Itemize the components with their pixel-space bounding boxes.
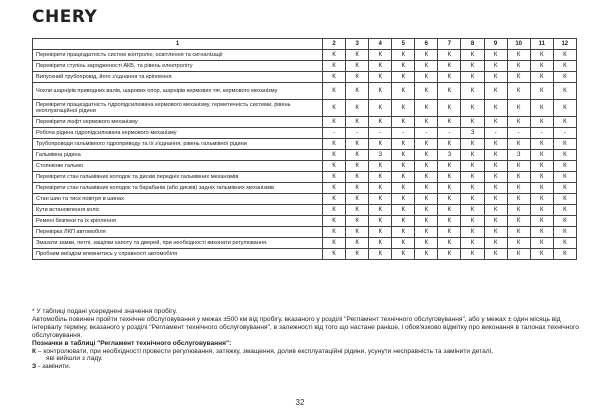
row-value: К bbox=[392, 161, 415, 172]
row-value: К bbox=[461, 117, 484, 128]
row-value: К bbox=[553, 150, 576, 161]
row-value: К bbox=[484, 83, 507, 100]
row-value: К bbox=[553, 216, 576, 227]
row-value: К bbox=[530, 150, 553, 161]
table-row bbox=[33, 100, 577, 117]
row-value: К bbox=[484, 50, 507, 61]
row-value: К bbox=[323, 50, 346, 61]
row-value: К bbox=[438, 139, 461, 150]
legend-z-key: З bbox=[32, 363, 37, 371]
row-value: К bbox=[392, 194, 415, 205]
row-value: К bbox=[369, 238, 392, 249]
row-value: К bbox=[392, 50, 415, 61]
column-header: 11 bbox=[530, 39, 553, 50]
row-value: К bbox=[323, 249, 346, 260]
row-value: К bbox=[438, 194, 461, 205]
column-header: 1 bbox=[33, 39, 323, 50]
row-value: К bbox=[369, 194, 392, 205]
row-value: К bbox=[415, 72, 438, 83]
column-header: 2 bbox=[323, 39, 346, 50]
row-value: К bbox=[438, 249, 461, 260]
row-value: К bbox=[392, 183, 415, 194]
row-description: Перевірити стан гальмівних колодок та барабанів (або дисків) задніх гальмівних механізмів bbox=[33, 183, 323, 194]
column-header: 5 bbox=[392, 39, 415, 50]
row-value: К bbox=[461, 238, 484, 249]
row-value: К bbox=[392, 139, 415, 150]
row-value: К bbox=[415, 83, 438, 100]
row-description: Перевірити люфт кермового механізму bbox=[33, 117, 323, 128]
row-value: З bbox=[369, 150, 392, 161]
row-description: Робоча рідина гідропідсилювача кермового механізму bbox=[33, 128, 323, 139]
notes-section bbox=[32, 308, 580, 371]
row-value: К bbox=[415, 238, 438, 249]
row-value: К bbox=[553, 83, 576, 100]
row-value: К bbox=[369, 83, 392, 100]
table-row bbox=[33, 249, 577, 260]
row-value: - bbox=[530, 128, 553, 139]
row-value: К bbox=[369, 205, 392, 216]
row-value: К bbox=[346, 227, 369, 238]
row-value: К bbox=[346, 61, 369, 72]
row-value: К bbox=[369, 72, 392, 83]
row-value: К bbox=[346, 72, 369, 83]
row-value: К bbox=[438, 172, 461, 183]
row-value: К bbox=[484, 61, 507, 72]
row-value: К bbox=[369, 61, 392, 72]
row-description: Чохли шарнірів приводних валів, шарових опор, шарнірів кермових тяг, кермового механізму bbox=[33, 83, 323, 100]
row-value: К bbox=[323, 100, 346, 117]
row-value: К bbox=[484, 72, 507, 83]
row-value: К bbox=[438, 205, 461, 216]
row-value: - bbox=[438, 128, 461, 139]
row-value: - bbox=[507, 128, 530, 139]
row-value: К bbox=[530, 194, 553, 205]
row-value: К bbox=[323, 161, 346, 172]
row-description: Перевірка ЛКП автомобіля bbox=[33, 227, 323, 238]
legend-k-text: – контролювати, при необхідності провести регулювання, затяжку, змащення, долив експлуатаційні рідини, усунути несправність та замінити деталі, bbox=[36, 347, 493, 355]
row-value: К bbox=[507, 72, 530, 83]
column-header: 4 bbox=[369, 39, 392, 50]
row-value: К bbox=[484, 172, 507, 183]
row-value: К bbox=[438, 50, 461, 61]
row-value: К bbox=[530, 61, 553, 72]
row-value: К bbox=[323, 194, 346, 205]
row-value: - bbox=[392, 128, 415, 139]
row-value: К bbox=[553, 50, 576, 61]
row-value: К bbox=[392, 238, 415, 249]
row-value: К bbox=[415, 227, 438, 238]
row-value: К bbox=[323, 61, 346, 72]
table-row bbox=[33, 205, 577, 216]
row-value: К bbox=[415, 100, 438, 117]
row-description: Гальмівна рідина bbox=[33, 150, 323, 161]
row-value: - bbox=[553, 128, 576, 139]
row-value: К bbox=[484, 139, 507, 150]
row-value: К bbox=[369, 227, 392, 238]
row-value: К bbox=[392, 61, 415, 72]
row-value: К bbox=[392, 83, 415, 100]
row-value: К bbox=[507, 50, 530, 61]
row-value: К bbox=[484, 194, 507, 205]
row-value: К bbox=[507, 216, 530, 227]
row-value: К bbox=[369, 161, 392, 172]
row-value: К bbox=[484, 205, 507, 216]
legend-k bbox=[32, 348, 580, 356]
row-value: К bbox=[507, 238, 530, 249]
row-value: К bbox=[461, 72, 484, 83]
row-value: К bbox=[553, 227, 576, 238]
row-value: К bbox=[438, 216, 461, 227]
legend-z bbox=[32, 363, 580, 371]
service-interval-paragraph: Автомобіль повинен пройти технічне обслуговування у межах ±500 км від пробігу, вказаного у розділі "Регламент технічного обслуговування", або у межах ± один місяць від інтервалу терміну, вказаного у розділі "Регламент технічного обслуговування", в залежності від того що настане раніше, і обов'язково відмітку про виконання в талонах технічного обслуговування. bbox=[32, 315, 579, 339]
column-header: 6 bbox=[415, 39, 438, 50]
row-value: К bbox=[438, 61, 461, 72]
page-number: 32 bbox=[295, 398, 305, 407]
row-value: З bbox=[438, 150, 461, 161]
row-value: К bbox=[553, 249, 576, 260]
row-value: К bbox=[346, 139, 369, 150]
row-value: К bbox=[484, 216, 507, 227]
row-value: К bbox=[323, 183, 346, 194]
legend-k-continuation: яві вийшли з ладу. bbox=[46, 355, 103, 363]
row-value: К bbox=[392, 150, 415, 161]
row-value: К bbox=[507, 61, 530, 72]
row-value: К bbox=[415, 216, 438, 227]
table-row bbox=[33, 161, 577, 172]
row-value: К bbox=[461, 216, 484, 227]
row-value: К bbox=[507, 117, 530, 128]
table-row bbox=[33, 139, 577, 150]
row-value: К bbox=[553, 161, 576, 172]
row-value: К bbox=[461, 100, 484, 117]
table-row bbox=[33, 128, 577, 139]
row-description: Пробним виїздом впевнитись у справності автомобіля bbox=[33, 249, 323, 260]
row-value: К bbox=[323, 72, 346, 83]
row-value: К bbox=[415, 172, 438, 183]
row-value: К bbox=[369, 172, 392, 183]
row-value: К bbox=[507, 194, 530, 205]
row-value: К bbox=[484, 150, 507, 161]
table-row bbox=[33, 227, 577, 238]
row-value: К bbox=[392, 72, 415, 83]
maintenance-table bbox=[32, 38, 577, 260]
row-value: К bbox=[530, 139, 553, 150]
row-value: К bbox=[553, 72, 576, 83]
row-value: К bbox=[415, 249, 438, 260]
row-description: Випускний трубопровід, його з'єднання та кріплення bbox=[33, 72, 323, 83]
row-value: К bbox=[323, 238, 346, 249]
row-value: К bbox=[346, 100, 369, 117]
row-value: К bbox=[392, 227, 415, 238]
row-value: К bbox=[553, 139, 576, 150]
row-value: К bbox=[461, 150, 484, 161]
row-value: К bbox=[553, 194, 576, 205]
row-value: К bbox=[323, 216, 346, 227]
row-description: Перевірити працездатність гідропідсилювача кермового механізму, герметичність системи, рівень експлуатаційної рідини bbox=[33, 100, 323, 117]
row-value: К bbox=[392, 205, 415, 216]
legend-k-key: К bbox=[32, 347, 37, 355]
row-value: К bbox=[507, 205, 530, 216]
row-value: К bbox=[392, 117, 415, 128]
row-value: К bbox=[369, 50, 392, 61]
row-value: К bbox=[346, 83, 369, 100]
row-value: К bbox=[461, 172, 484, 183]
table-header-row bbox=[33, 39, 577, 50]
row-value: К bbox=[346, 183, 369, 194]
row-description: Стоянкове гальмо bbox=[33, 161, 323, 172]
row-value: К bbox=[484, 161, 507, 172]
column-header: 10 bbox=[507, 39, 530, 50]
row-value: К bbox=[553, 172, 576, 183]
row-value: К bbox=[346, 238, 369, 249]
row-value: К bbox=[438, 183, 461, 194]
row-value: К bbox=[346, 249, 369, 260]
row-value: К bbox=[530, 227, 553, 238]
row-value: - bbox=[323, 128, 346, 139]
row-value: К bbox=[415, 161, 438, 172]
row-value: К bbox=[484, 238, 507, 249]
row-value: К bbox=[369, 117, 392, 128]
column-header: 8 bbox=[461, 39, 484, 50]
row-value: К bbox=[530, 50, 553, 61]
row-value: К bbox=[323, 172, 346, 183]
row-value: К bbox=[530, 249, 553, 260]
row-value: К bbox=[415, 117, 438, 128]
row-description: Перевірити стан гальмівних колодок та дисків передніх гальмівних механізмів bbox=[33, 172, 323, 183]
column-header: 12 bbox=[553, 39, 576, 50]
row-description: Перевірити працездатність систем контролю, освітлення та сигналізації bbox=[33, 50, 323, 61]
row-value: К bbox=[415, 205, 438, 216]
row-value: К bbox=[484, 249, 507, 260]
legend-title: Позначки в таблиці "Регламент технічного обслуговування": bbox=[32, 339, 232, 347]
row-value: К bbox=[530, 72, 553, 83]
row-value: К bbox=[484, 227, 507, 238]
row-value: К bbox=[369, 216, 392, 227]
row-value: К bbox=[553, 205, 576, 216]
row-value: - bbox=[415, 128, 438, 139]
row-value: К bbox=[507, 249, 530, 260]
row-description: Ремені безпеки та їх кріплення bbox=[33, 216, 323, 227]
row-value: К bbox=[323, 83, 346, 100]
brand-logo: CHERY bbox=[32, 7, 98, 27]
row-value: К bbox=[484, 117, 507, 128]
row-value: К bbox=[484, 183, 507, 194]
row-value: К bbox=[553, 117, 576, 128]
row-value: З bbox=[461, 128, 484, 139]
row-value: К bbox=[530, 238, 553, 249]
row-description: Трубопроводи гальмівного гідроприводу та їх з'єднання, рівень гальмівної рідини bbox=[33, 139, 323, 150]
row-value: К bbox=[438, 100, 461, 117]
row-value: К bbox=[461, 227, 484, 238]
row-value: - bbox=[484, 128, 507, 139]
row-description: Змазати замки, петлі, защіпки капоту та дверей, при необхідності виконати регулювання. bbox=[33, 238, 323, 249]
row-value: К bbox=[415, 194, 438, 205]
row-value: К bbox=[438, 117, 461, 128]
row-value: К bbox=[415, 139, 438, 150]
row-value: К bbox=[392, 216, 415, 227]
row-value: К bbox=[323, 227, 346, 238]
column-header: 7 bbox=[438, 39, 461, 50]
row-value: К bbox=[461, 83, 484, 100]
row-value: К bbox=[415, 50, 438, 61]
row-value: К bbox=[507, 100, 530, 117]
row-value: К bbox=[369, 139, 392, 150]
row-value: К bbox=[346, 172, 369, 183]
row-value: К bbox=[507, 227, 530, 238]
row-value: К bbox=[507, 161, 530, 172]
row-value: К bbox=[507, 183, 530, 194]
row-value: К bbox=[346, 194, 369, 205]
row-description: Кути встановлення коліс bbox=[33, 205, 323, 216]
row-value: К bbox=[507, 139, 530, 150]
row-value: К bbox=[461, 194, 484, 205]
row-value: К bbox=[461, 205, 484, 216]
row-value: К bbox=[530, 172, 553, 183]
row-value: К bbox=[346, 50, 369, 61]
row-value: К bbox=[461, 139, 484, 150]
row-value: К bbox=[484, 100, 507, 117]
row-value: К bbox=[461, 249, 484, 260]
row-value: К bbox=[438, 83, 461, 100]
row-value: К bbox=[553, 100, 576, 117]
table-row bbox=[33, 194, 577, 205]
row-value: К bbox=[438, 227, 461, 238]
row-value: К bbox=[553, 238, 576, 249]
row-value: К bbox=[553, 61, 576, 72]
row-value: К bbox=[461, 161, 484, 172]
legend-z-text: - замінити. bbox=[36, 363, 71, 371]
row-description: Перевірити ступінь зарядженості АКБ, та рівень електроліту bbox=[33, 61, 323, 72]
row-value: К bbox=[530, 117, 553, 128]
row-value: З bbox=[507, 150, 530, 161]
row-value: К bbox=[415, 183, 438, 194]
row-value: К bbox=[461, 183, 484, 194]
row-value: К bbox=[369, 249, 392, 260]
row-value: К bbox=[323, 205, 346, 216]
column-header: 9 bbox=[484, 39, 507, 50]
row-value: К bbox=[530, 161, 553, 172]
table-row bbox=[33, 50, 577, 61]
row-value: К bbox=[438, 161, 461, 172]
row-value: К bbox=[438, 72, 461, 83]
row-value: К bbox=[346, 216, 369, 227]
table-row bbox=[33, 117, 577, 128]
row-value: К bbox=[415, 150, 438, 161]
row-value: К bbox=[369, 183, 392, 194]
row-value: К bbox=[346, 150, 369, 161]
row-value: К bbox=[346, 161, 369, 172]
table-row bbox=[33, 83, 577, 100]
row-value: К bbox=[392, 172, 415, 183]
row-value: К bbox=[530, 183, 553, 194]
row-value: К bbox=[346, 205, 369, 216]
row-value: К bbox=[392, 249, 415, 260]
row-value: К bbox=[346, 117, 369, 128]
table-row bbox=[33, 61, 577, 72]
table-row bbox=[33, 150, 577, 161]
row-value: К bbox=[323, 117, 346, 128]
table-row bbox=[33, 238, 577, 249]
row-value: К bbox=[530, 83, 553, 100]
row-value: К bbox=[530, 216, 553, 227]
table-row bbox=[33, 183, 577, 194]
row-value: К bbox=[392, 100, 415, 117]
row-value: К bbox=[461, 50, 484, 61]
row-value: К bbox=[415, 61, 438, 72]
row-value: - bbox=[369, 128, 392, 139]
row-value: К bbox=[461, 61, 484, 72]
row-value: К bbox=[438, 238, 461, 249]
row-value: К bbox=[323, 150, 346, 161]
row-value: К bbox=[323, 139, 346, 150]
row-value: К bbox=[507, 83, 530, 100]
row-value: К bbox=[553, 183, 576, 194]
footnote: * У таблиці подані усереднені значення пробігу. bbox=[32, 308, 178, 315]
column-header: 3 bbox=[346, 39, 369, 50]
row-value: К bbox=[530, 100, 553, 117]
row-value: - bbox=[346, 128, 369, 139]
table-row bbox=[33, 172, 577, 183]
table-row bbox=[33, 72, 577, 83]
row-value: К bbox=[530, 205, 553, 216]
row-value: К bbox=[369, 100, 392, 117]
row-value: К bbox=[507, 172, 530, 183]
row-description: Стан шин та тиск повітря в шинах bbox=[33, 194, 323, 205]
table-row bbox=[33, 216, 577, 227]
